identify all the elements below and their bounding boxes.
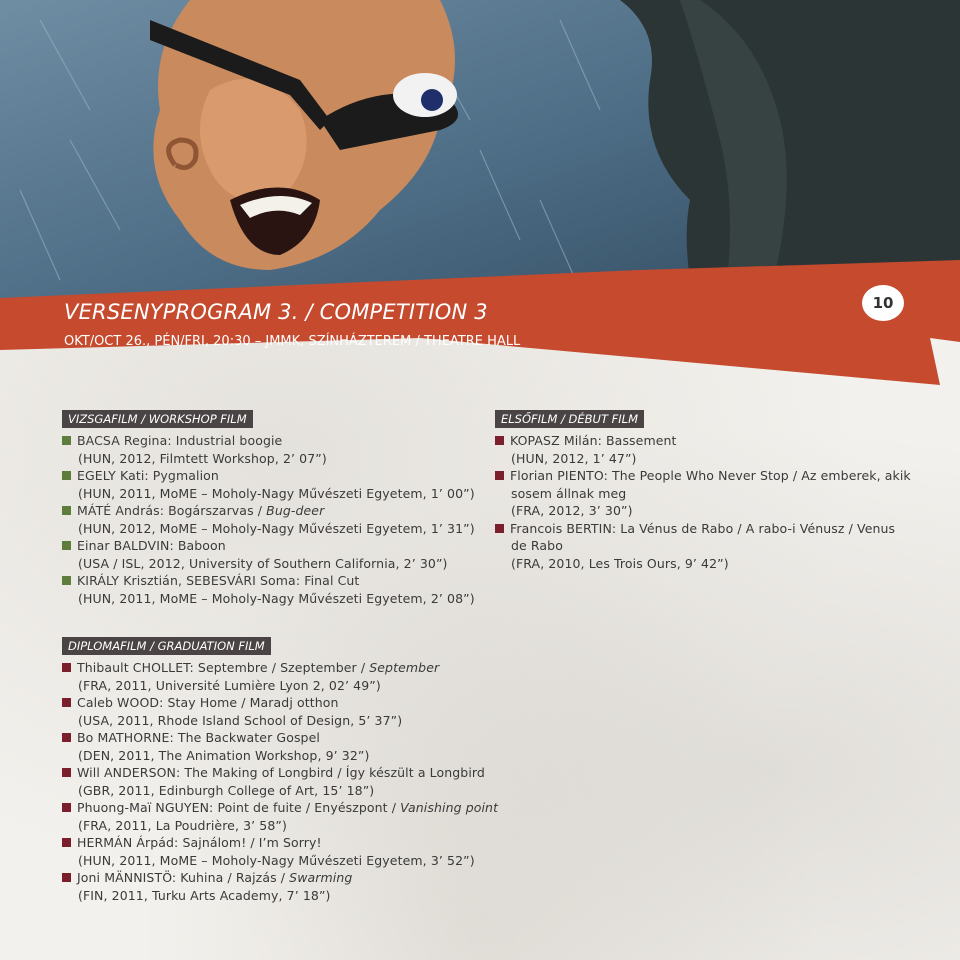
film-details: (GBR, 2011, Edinburgh College of Art, 15’ 18”) [78, 782, 375, 798]
bullet-icon [495, 524, 504, 533]
film-title: Phuong-Maï NGUYEN: Point de fuite / Enyészpont / [77, 800, 401, 816]
film-details: (USA / ISL, 2012, University of Southern California, 2’ 30”) [78, 555, 448, 571]
list-item [495, 432, 911, 467]
film-details: (HUN, 2012, Filmtett Workshop, 2’ 07”) [78, 450, 327, 466]
film-title-continued: de Rabo [511, 538, 563, 553]
film-title: MÁTÉ András: Bogárszarvas / [77, 503, 267, 519]
graduation-section-label: DIPLOMAFILM / GRADUATION FILM [62, 637, 271, 655]
list-item [62, 729, 498, 764]
bullet-icon [495, 436, 504, 445]
film-details: (HUN, 2011, MoME – Moholy-Nagy Művészeti Egyetem, 3’ 52”) [78, 852, 475, 868]
film-details: (FRA, 2012, 3’ 30”) [511, 503, 633, 518]
film-title: Will ANDERSON: The Making of Longbird / Így készült a Longbird [77, 765, 485, 781]
bullet-icon [62, 768, 71, 777]
film-title: Bo MATHORNE: The Backwater Gospel [77, 730, 320, 746]
film-title: HERMÁN Árpád: Sajnálom! / I’m Sorry! [77, 835, 322, 851]
bullet-icon [62, 471, 71, 480]
bullet-icon [62, 506, 71, 515]
film-title: Joni MÄNNISTÖ: Kuhina / Rajzás / [77, 870, 290, 886]
film-title-continued: sosem állnak meg [511, 485, 627, 501]
bullet-icon [62, 698, 71, 707]
film-title: KIRÁLY Krisztián, SEBESVÁRI Soma: Final Cut [77, 573, 360, 589]
list-item [62, 764, 498, 799]
list-item [62, 869, 498, 904]
bullet-icon [62, 803, 71, 812]
list-item [495, 467, 911, 520]
film-title-english: Vanishing point [400, 800, 499, 816]
bullet-icon [62, 436, 71, 445]
workshop-section-label: VIZSGAFILM / WORKSHOP FILM [62, 410, 253, 428]
film-title: Francois BERTIN: La Vénus de Rabo / A rabo-i Vénusz / Venus [510, 520, 896, 536]
film-title: EGELY Kati: Pygmalion [77, 468, 219, 484]
list-item [62, 659, 498, 694]
debut-section-label: ELSŐFILM / DÉBUT FILM [495, 410, 644, 428]
film-details: (DEN, 2011, The Animation Workshop, 9’ 32”) [78, 747, 370, 763]
film-title-english: Bug-deer [266, 503, 325, 519]
page-number-badge: 10 [862, 285, 904, 321]
film-details: (FRA, 2011, Université Lumière Lyon 2, 02’ 49”) [78, 677, 381, 693]
bullet-icon [495, 471, 504, 480]
bullet-icon [62, 541, 71, 550]
film-details: (USA, 2011, Rhode Island School of Design, 5’ 37”) [78, 712, 403, 728]
film-details: (FRA, 2010, Les Trois Ours, 9’ 42”) [511, 555, 729, 571]
bullet-icon [62, 838, 71, 847]
list-item [62, 537, 475, 572]
film-title: Thibault CHOLLET: Septembre / Szeptember / [77, 660, 370, 676]
list-item [62, 467, 475, 502]
list-item [62, 834, 498, 869]
film-title-english: September [369, 660, 440, 676]
program-schedule: OKT/OCT 26., PÉN/FRI, 20:30 – JMMK, SZÍNHÁZTEREM / THEATRE HALL [64, 334, 521, 349]
program-title: VERSENYPROGRAM 3. / COMPETITION 3 [64, 300, 488, 324]
film-details: (HUN, 2012, 1’ 47”) [511, 450, 637, 466]
film-title-english: Swarming [289, 870, 353, 886]
film-title: KOPASZ Milán: Bassement [510, 433, 677, 449]
list-item [62, 432, 475, 467]
list-item [62, 502, 475, 537]
list-item [62, 572, 475, 607]
bullet-icon [62, 576, 71, 585]
film-details: (HUN, 2011, MoME – Moholy-Nagy Művészeti Egyetem, 2’ 08”) [78, 590, 475, 606]
debut-film-list [495, 432, 911, 572]
film-title: Caleb WOOD: Stay Home / Maradj otthon [77, 695, 339, 711]
film-details: (FRA, 2011, La Poudrière, 3’ 58”) [78, 817, 287, 833]
film-details: (HUN, 2012, MoME – Moholy-Nagy Művészeti Egyetem, 1’ 31”) [78, 520, 475, 536]
list-item [62, 799, 498, 834]
film-details: (HUN, 2011, MoME – Moholy-Nagy Művészeti Egyetem, 1’ 00”) [78, 485, 475, 501]
film-title: BACSA Regina: Industrial boogie [77, 433, 283, 449]
film-title: Einar BALDVIN: Baboon [77, 538, 226, 554]
list-item [495, 520, 911, 573]
list-item [62, 694, 498, 729]
film-title: Florian PIENTO: The People Who Never Stop / Az emberek, akik [510, 468, 911, 484]
bullet-icon [62, 663, 71, 672]
bullet-icon [62, 733, 71, 742]
graduation-film-list [62, 659, 498, 904]
film-details: (FIN, 2011, Turku Arts Academy, 7’ 18”) [78, 887, 331, 903]
workshop-film-list [62, 432, 475, 607]
bullet-icon [62, 873, 71, 882]
